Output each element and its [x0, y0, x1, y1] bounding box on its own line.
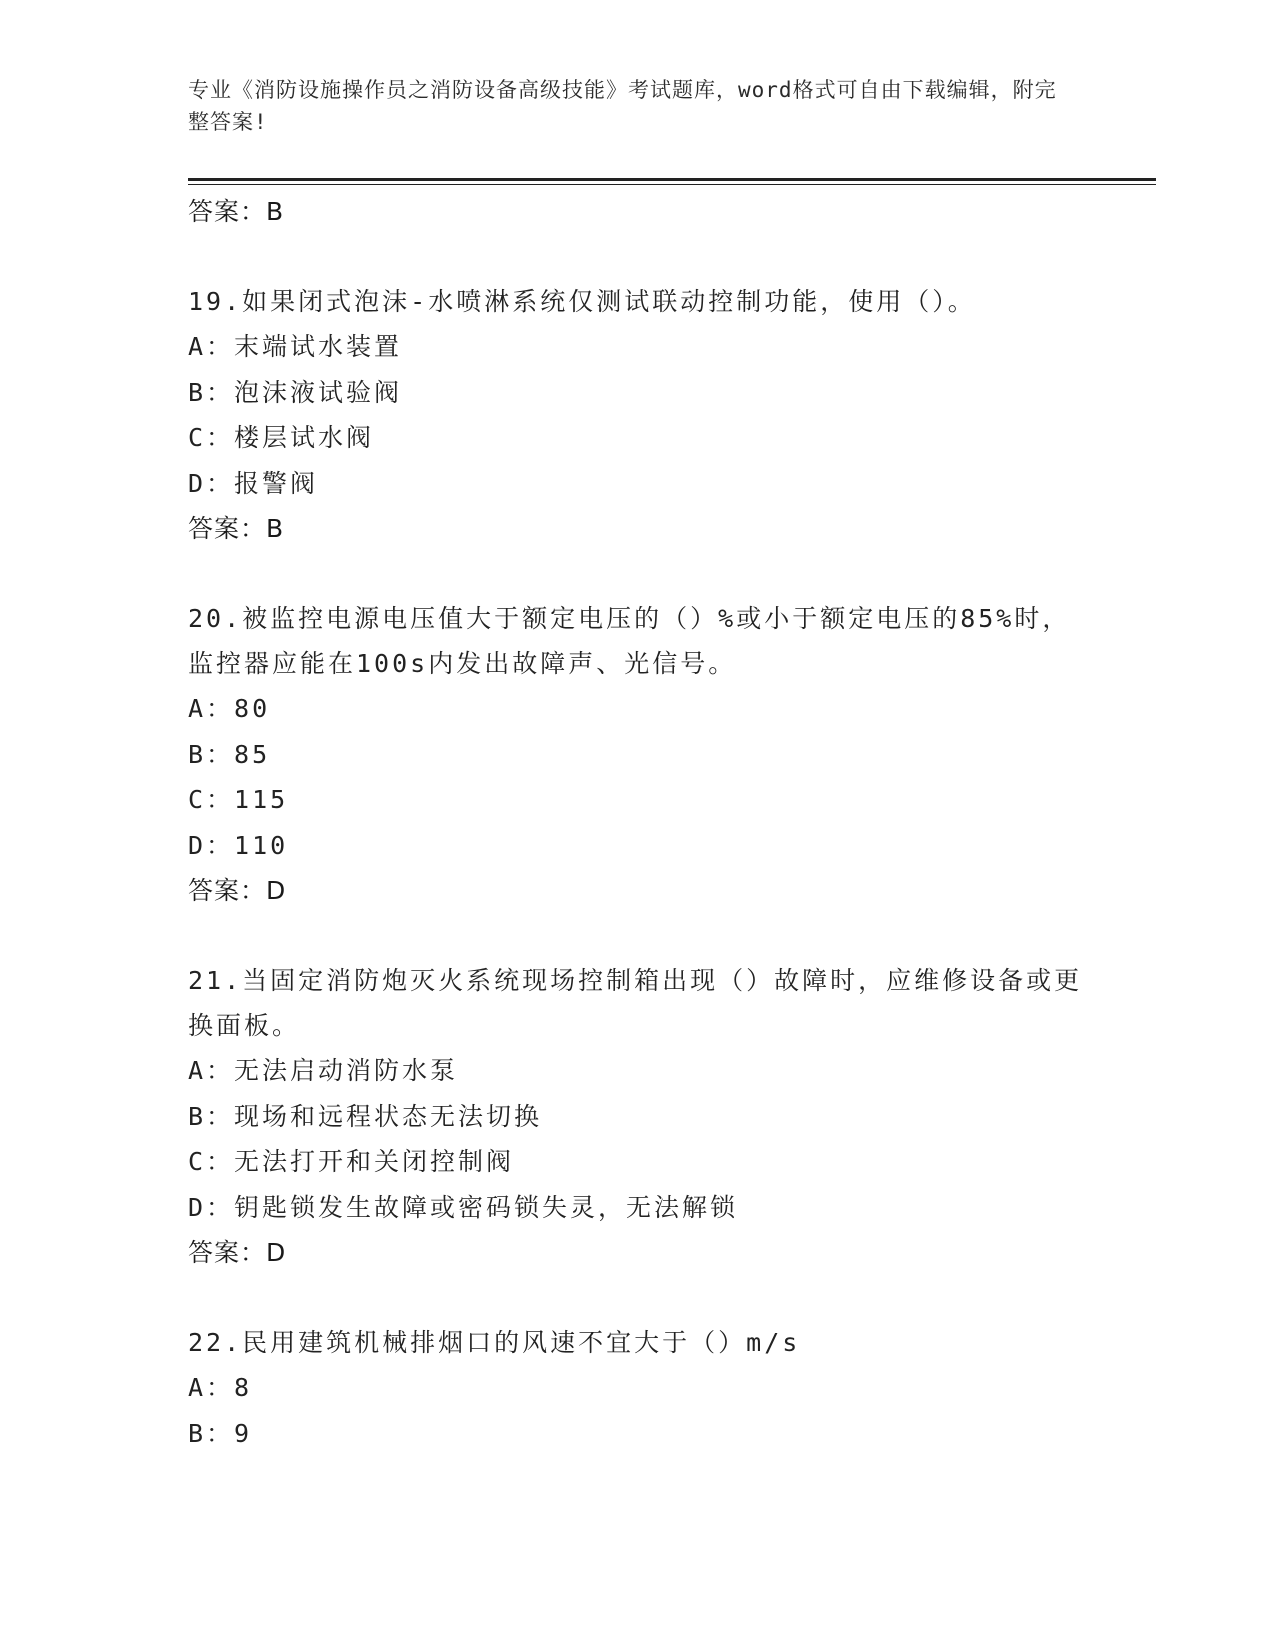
question-22 — [188, 1320, 1088, 1456]
question-text: 21.当固定消防炮灭火系统现场控制箱出现（）故障时，应维修设备或更换面板。 — [188, 966, 1083, 1040]
option-b: B：泡沫液试验阀 — [188, 377, 403, 407]
answer-line: 答案：B — [188, 197, 285, 226]
option-c: C：115 — [188, 785, 289, 814]
document-header: 专业《消防设施操作员之消防设备高级技能》考试题库，word格式可自由下载编辑，附完整答案! — [188, 78, 1057, 134]
question-text: 20.被监控电源电压值大于额定电压的（）%或小于额定电压的85%时，监控器应能在100s内发出故障声、光信号。 — [188, 604, 1071, 678]
option-d: D：110 — [188, 830, 289, 860]
answer-line: 答案：B — [188, 514, 285, 543]
option-b: B：9 — [188, 1418, 253, 1448]
option-c: C：无法打开和关闭控制阀 — [188, 1147, 515, 1176]
question-list — [188, 189, 1088, 1456]
option-a: A：8 — [188, 1373, 253, 1402]
option-d: D：钥匙锁发生故障或密码锁失灵，无法解锁 — [188, 1192, 739, 1222]
question-text: 19.如果闭式泡沫-水喷淋系统仅测试联动控制功能，使用（）。 — [188, 287, 976, 316]
answer-line: 答案：D — [188, 876, 287, 905]
header-divider-thin — [188, 184, 1156, 185]
question-21 — [188, 958, 1088, 1276]
option-c: C：楼层试水阀 — [188, 423, 375, 452]
option-d: D：报警阀 — [188, 468, 319, 498]
option-a: A：80 — [188, 694, 271, 723]
option-b: B：85 — [188, 739, 271, 769]
question-20 — [188, 596, 1088, 914]
option-a: A：无法启动消防水泵 — [188, 1056, 459, 1085]
question-text: 22.民用建筑机械排烟口的风速不宜大于（）m/s — [188, 1328, 801, 1357]
header-divider-thick — [188, 178, 1156, 181]
option-b: B：现场和远程状态无法切换 — [188, 1101, 543, 1131]
question-19 — [188, 279, 1088, 552]
option-a: A：末端试水装置 — [188, 332, 403, 361]
answer-line: 答案：D — [188, 1238, 287, 1267]
